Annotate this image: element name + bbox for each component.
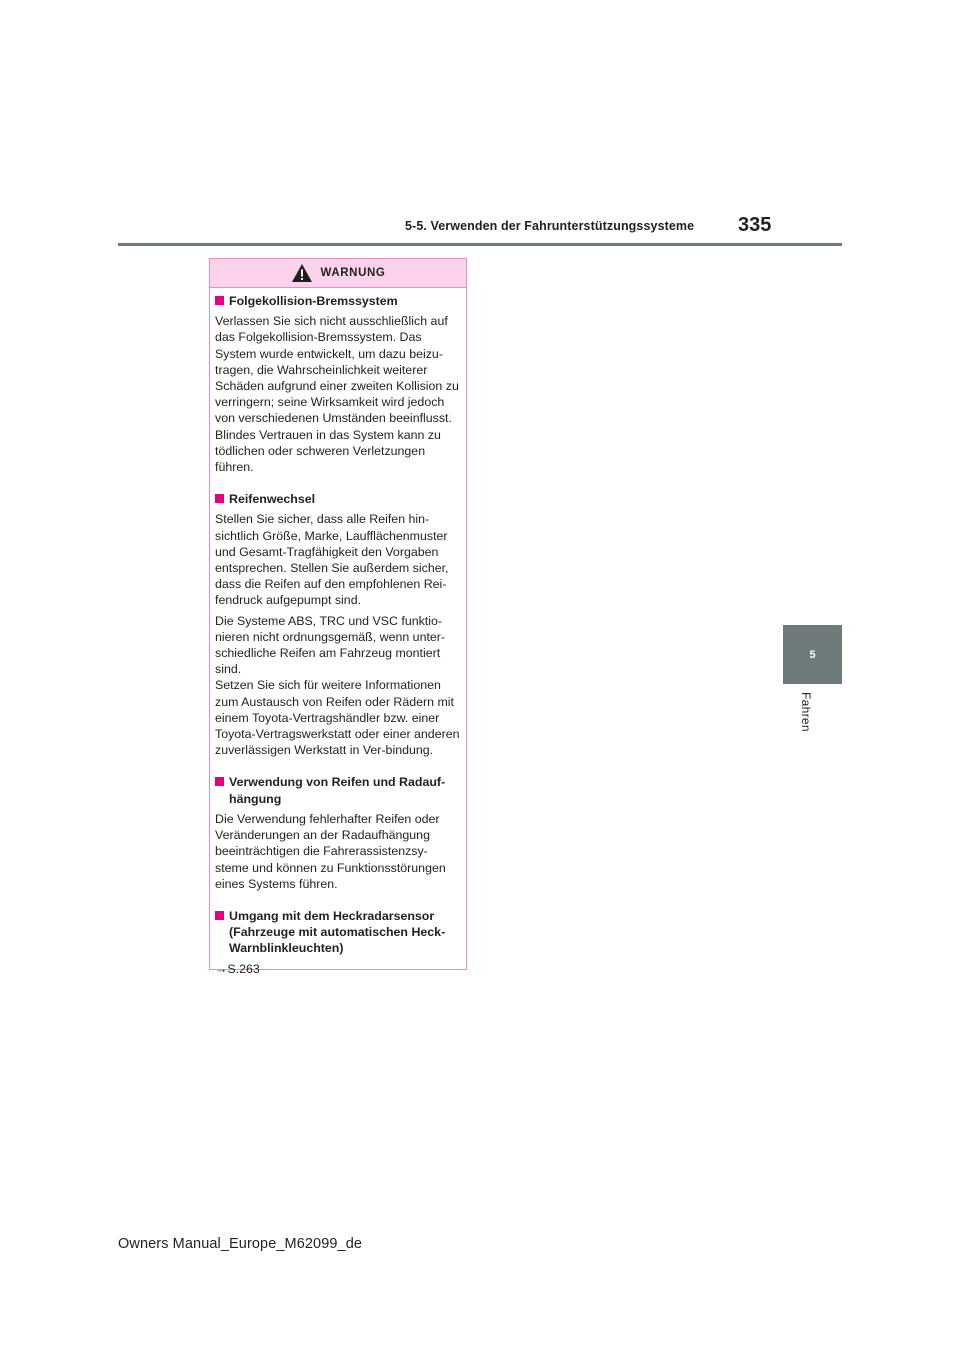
page-reference-link[interactable]: →S.263 [215, 961, 260, 976]
warning-body [210, 288, 466, 977]
item-heading-radaufhaengung: Verwendung von Reifen und Radauf-hängung [215, 774, 460, 806]
warning-box [209, 258, 467, 976]
header-divider [118, 243, 842, 246]
warning-title: WARNUNG [320, 267, 386, 279]
paragraph: Stellen Sie sicher, dass alle Reifen hin-sichtlich Größe, Marke, Laufflächenmuster und Gesamt-Tragfähigkeit den Vorgaben entsprechen. Stellen Sie außerdem sicher, dass die Reifen auf den empfohlenen Rei-fendruck aufgepumpt sind. [215, 512, 449, 608]
paragraph: Die Systeme ABS, TRC und VSC funktio-nieren nicht ordnungsgemäß, wenn unter-schiedliche Reifen am Fahrzeug montiert sind. [215, 613, 446, 677]
square-bullet-icon [215, 494, 224, 503]
paragraph: Verlassen Sie sich nicht ausschließlich auf das Folgekollision-Bremssystem. Das System wurde entwickelt, um dazu beizu-tragen, die Wahrscheinlichkeit weiterer Schäden aufgrund einer zweiten Kollision zu verringern; seine Wirksamkeit wird jedoch von verschiedenen Umständen beeinflusst. Blindes Vertrauen in das System kann zu tödlichen oder schweren Verletzungen führen. [215, 314, 459, 475]
item-heading-heckradarsensor: Umgang mit dem Heckradarsensor (Fahrzeuge mit automatischen Heck-Warnblinkleuchten) [215, 908, 460, 957]
footer-doc-id: Owners Manual_Europe_M62099_de [118, 1236, 363, 1252]
section-title: 5-5. Verwenden der Fahrunterstützungssysteme [405, 219, 695, 233]
chapter-tab[interactable] [783, 625, 842, 684]
square-bullet-icon [215, 911, 224, 920]
square-bullet-icon [215, 296, 224, 305]
warning-triangle-icon [291, 263, 313, 283]
paragraph: Die Verwendung fehlerhafter Reifen oder Veränderungen an der Radaufhängung beeinträchtigen die Fahrerassistenzsy-steme und können zu Funktionsstörungen eines Systems führen. [215, 811, 446, 891]
square-bullet-icon [215, 777, 224, 786]
warning-header [210, 259, 466, 288]
page-number: 335 [738, 214, 772, 236]
chapter-number: 5 [809, 648, 816, 661]
chapter-label: Fahren [799, 692, 813, 732]
item-heading-reifenwechsel: Reifenwechsel [215, 491, 460, 507]
paragraph: Setzen Sie sich für weitere Informationen zum Austausch von Reifen oder Rädern mit einem Toyota-Vertragshändler bzw. einer Toyota-Vertragswerkstatt oder einer anderen zuverlässigen Werkstatt in Ver-bindung. [215, 678, 460, 758]
item-heading-folgekollision: Folgekollision-Bremssystem [215, 293, 460, 309]
